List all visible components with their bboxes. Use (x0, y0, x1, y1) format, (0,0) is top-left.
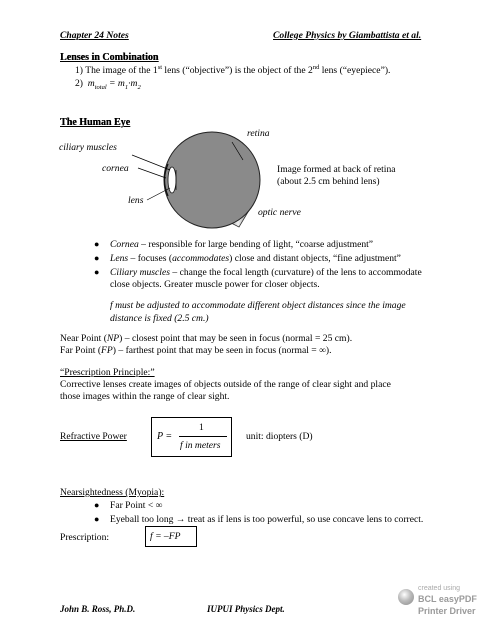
eye-diagram (0, 0, 495, 240)
refractive-label: Refractive Power (60, 431, 127, 442)
myopia-bullet-1: Far Point < ∞ (110, 500, 163, 511)
footer-left: John B. Ross, Ph.D. (60, 604, 136, 614)
image-note-1: Image formed at back of retina (277, 164, 396, 175)
formula-numerator: 1 (199, 422, 204, 433)
label-lens: lens (128, 195, 144, 206)
bullet-lens: Lens – focuses (accommodates) close and distant objects, “fine adjustment” (110, 253, 401, 264)
label-optic-nerve: optic nerve (258, 207, 301, 218)
fraction-bar (179, 436, 227, 437)
near-point: Near Point (NP) – closest point that may be seen in focus (normal = 25 cm). (60, 333, 353, 344)
ciliary-leader (132, 155, 170, 170)
bullet-icon: ● (94, 239, 100, 249)
prescription-formula: f = –FP (150, 531, 181, 542)
lenses-item-2: 2) $m_{total} = m_1\cdot m_2$ (75, 78, 141, 91)
header-right: College Physics by Giambattista et al. (273, 30, 422, 41)
bullet-icon: ● (94, 514, 100, 524)
easypdf-logo-icon (398, 589, 414, 605)
formula-denominator: f in meters (180, 440, 221, 451)
lenses-item-1: 1) The image of the 1st lens (“objective”) is the object of the 2nd lens (“eyepiece”). (75, 64, 391, 77)
principle-line-2: those images within the range of clear sight. (60, 391, 230, 402)
bullet-icon: ● (94, 267, 100, 277)
bullet-icon: ● (94, 500, 100, 510)
lenses-title: Lenses in Combination (60, 52, 159, 63)
formula-lhs: P = (157, 431, 173, 442)
label-cornea: cornea (102, 163, 129, 174)
prescription-label: Prescription: (60, 532, 110, 543)
image-note-2: (about 2.5 cm behind lens) (277, 176, 380, 187)
bullet-icon: ● (94, 253, 100, 263)
principle-line-1: Corrective lenses create images of objects outside of the range of clear sight and place (60, 379, 391, 390)
watermark-line-2: BCL easyPDF (418, 594, 477, 604)
myopia-title: Nearsightedness (Myopia): (60, 487, 165, 498)
watermark-line-3: Printer Driver (418, 606, 476, 616)
eyeball-shape (164, 132, 260, 228)
refractive-unit: unit: diopters (D) (246, 431, 313, 442)
far-point: Far Point (FP) – farthest point that may be seen in focus (normal = ∞). (60, 345, 332, 356)
bullet-cornea: Cornea – responsible for large bending of light, “coarse adjustment” (110, 239, 374, 250)
watermark-line-1: created using (418, 585, 461, 592)
note-line-2: distance is fixed (2.5 cm.) (110, 313, 209, 324)
label-ciliary: ciliary muscles (59, 142, 117, 153)
eye-title: The Human Eye (60, 117, 131, 128)
note-line-1: f must be adjusted to accommodate different object distances since the image (110, 300, 406, 311)
bullet-ciliary: Ciliary muscles – change the focal length (curvature) of the lens to accommodate (110, 267, 422, 278)
watermark (398, 585, 480, 622)
lens-shape (168, 167, 176, 193)
cornea-leader (138, 168, 166, 178)
bullet-ciliary-line2: close objects. Greater muscle power for closer objects. (110, 279, 320, 290)
footer-right: IUPUI Physics Dept. (207, 604, 285, 614)
myopia-bullet-2: Eyeball too long → treat as if lens is too powerful, so use concave lens to correct. (110, 514, 424, 525)
header-left: Chapter 24 Notes (60, 30, 129, 41)
prescription-principle-title: “Prescription Principle:” (60, 367, 155, 378)
label-retina: retina (247, 128, 270, 139)
